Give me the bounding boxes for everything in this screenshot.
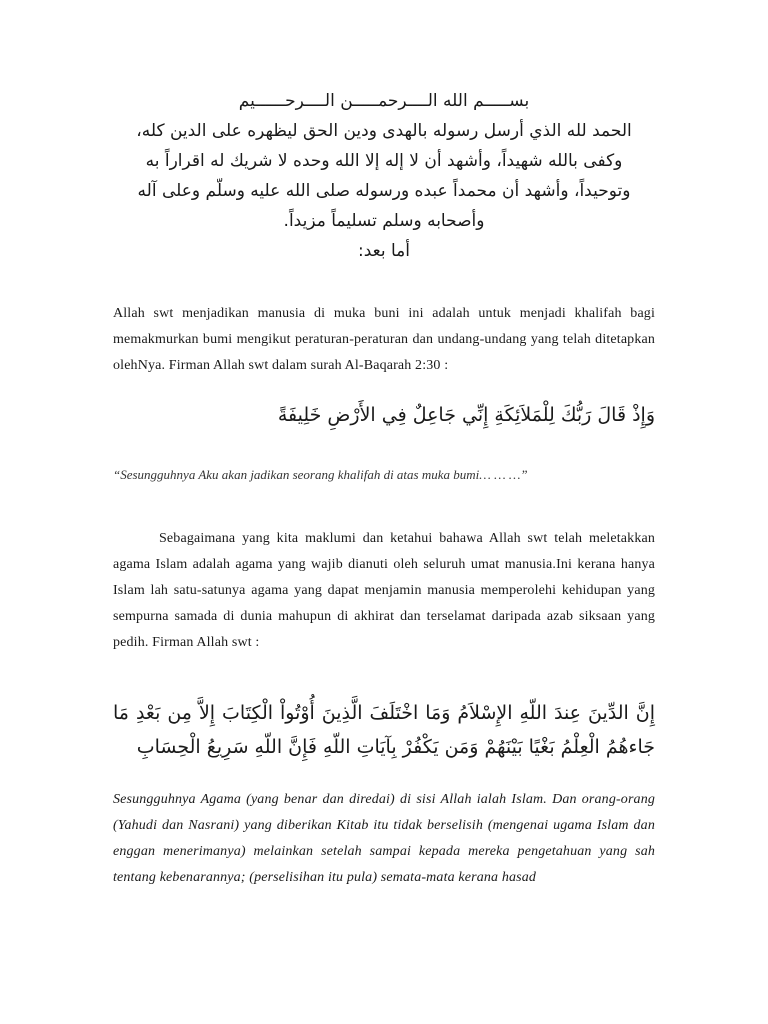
intro-paragraph: Allah swt menjadikan manusia di muka buni ini adalah untuk menjadi khalifah bagi memakmurkan bumi mengikut peraturan-peraturan dan undang-undang yang telah ditetapkan olehNya. Firman Allah swt dalam surah Al-Baqarah 2:30 : [113,306,655,373]
opening-line-3: وتوحيداً، وأشهد أن محمداً عبده ورسوله صلى الله عليه وسلّم وعلى آله [137,181,631,201]
opening-line-1: الحمد لله الذي أرسل رسوله بالهدى ودين الحق ليظهره على الدين كله، [136,121,632,141]
quran-verse-al-imran: إِنَّ الدِّينَ عِندَ اللّهِ الإِسْلاَمُ وَمَا اخْتَلَفَ الَّذِينَ أُوْتُواْ الْكِتَابَ إِلاَّ مِن بَعْدِ مَا جَاءهُمُ الْعِلْمُ بَغْيًا بَيْنَهُمْ وَمَن يَكْفُرْ بِآيَاتِ اللّهِ فَإِنَّ اللّهِ سَرِيعُ الْحِسَابِ [113,702,655,758]
opening-line-4: وأصحابه وسلم تسليماً مزيداً. [283,211,485,231]
verse-translation-al-imran: Sesungguhnya Agama (yang benar dan diredai) di sisi Allah ialah Islam. Dan orang-orang (Yahudi dan Nasrani) yang diberikan Kitab itu tidak berselisih (mengenai ugama Islam dan enggan menerimanya) melainkan setelah sampai kepada mereka pengetahuan yang sah tentang kebenarannya; (perselisihan itu pula) semata-mata kerana hasad [113,792,655,885]
opening-line-2: وكفى بالله شهيداً، وأشهد أن لا إله إلا الله وحده لا شريك له اقراراً به [145,151,623,171]
quran-verse-baqarah: وَإِذْ قَالَ رَبُّكَ لِلْمَلاَئِكَةِ إِنِّي جَاعِلٌ فِي الأَرْضِ خَلِيفَةً [277,404,655,426]
basmalah: بســـــم الله الــــرحمـــــن الــــرحــــــيم [238,91,530,111]
verse-translation-baqarah: “Sesungguhnya Aku akan jadikan seorang khalifah di atas muka bumi… … …” [113,467,528,482]
arabic-opening [100,86,668,266]
second-paragraph: Sebagaimana yang kita maklumi dan ketahui bahawa Allah swt telah meletakkan agama Islam adalah agama yang wajib dianuti oleh seluruh umat manusia.Ini kerana hanya Islam lah satu-satunya agama yang dapat menjamin manusia memperolehi kehidupan yang sempurna samada di dunia mahupun di akhirat dan terselamat daripada azab siksaan yang pedih. Firman Allah swt : [113,531,655,650]
amma-baad: أما بعد: [358,241,410,261]
